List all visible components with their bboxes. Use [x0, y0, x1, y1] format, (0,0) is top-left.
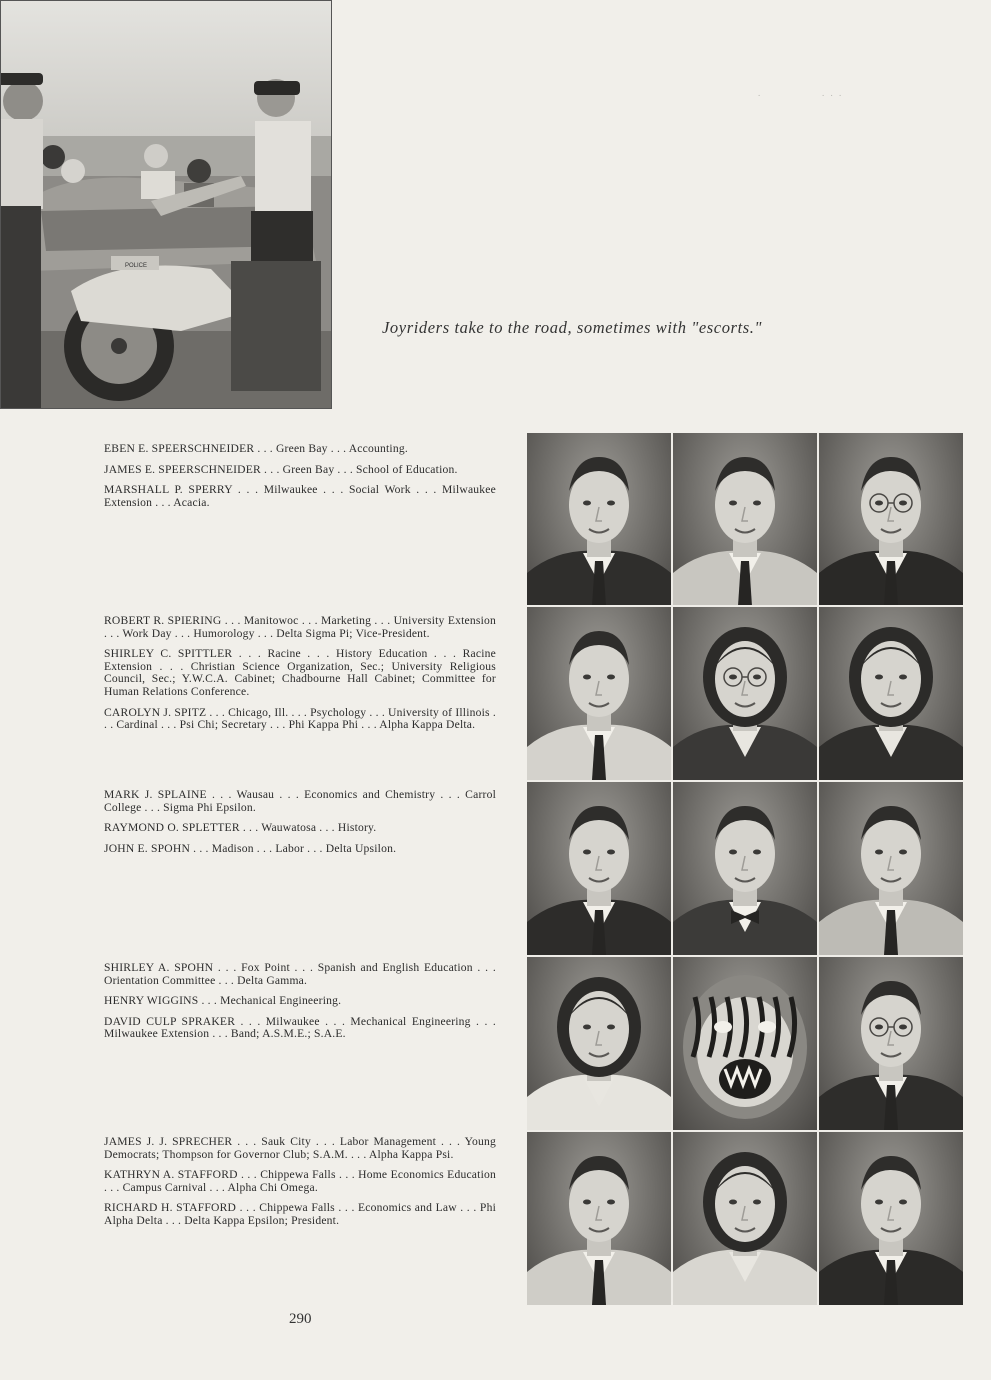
student-portrait	[819, 957, 963, 1130]
student-portrait	[527, 1132, 671, 1305]
tiger-mascot-image	[673, 957, 817, 1130]
student-entry: ROBERT R. SPIERING . . . Manitowoc . . . Marketing . . . University Extension . . . Work Day . . . Humorology . . . Delta Sigma Pi; Vice-President.	[104, 614, 496, 640]
student-entry: RICHARD H. STAFFORD . . . Chippewa Falls . . . Economics and Law . . . Phi Alpha Delta . . . Delta Kappa Epsilon; President.	[104, 1201, 496, 1227]
entry-group-4	[104, 962, 496, 1049]
paper-speck: .	[758, 88, 763, 98]
student-entry: KATHRYN A. STAFFORD . . . Chippewa Falls . . . Home Economics Education . . . Campus Carnival . . . Alpha Chi Omega.	[104, 1168, 496, 1194]
student-entry: HENRY WIGGINS . . . Mechanical Engineering.	[104, 994, 342, 1008]
student-portrait	[673, 433, 817, 605]
student-entry: DAVID CULP SPRAKER . . . Milwaukee . . . Mechanical Engineering . . . Milwaukee Extension . . . Band; A.S.M.E.; S.A.E.	[104, 1014, 496, 1041]
student-portrait	[673, 607, 817, 780]
student-portrait	[819, 433, 963, 605]
student-entry: CAROLYN J. SPITZ . . . Chicago, Ill. . . . Psychology . . . University of Illinois . . . Cardinal . . . Psi Chi; Secretary . . . Phi Kappa Phi . . . Alpha Kappa Delta.	[104, 705, 496, 732]
photo-caption: Joyriders take to the road, sometimes with "escorts."	[382, 318, 763, 337]
student-portrait	[527, 607, 671, 780]
entry-group-3	[104, 789, 496, 863]
student-portrait	[819, 1132, 963, 1305]
student-portrait	[527, 782, 671, 955]
student-entry: SHIRLEY C. SPITTLER . . . Racine . . . History Education . . . Racine Extension . . . Christian Science Organization, Sec.; University Religious Council, Sec.; Y.W.C.A. Cabinet; Chadbourne Hall Cabinet; Committee for Human Relations Conference.	[104, 647, 496, 698]
student-entry: JOHN E. SPOHN . . . Madison . . . Labor . . . Delta Upsilon.	[104, 841, 397, 855]
student-portrait	[527, 957, 671, 1130]
student-portrait	[673, 1132, 817, 1305]
student-portrait	[673, 782, 817, 955]
student-entry: MARSHALL P. SPERRY . . . Milwaukee . . . Social Work . . . Milwaukee Extension . . . Acacia.	[104, 483, 496, 509]
page-number: 290	[289, 1311, 312, 1327]
student-entry: EBEN E. SPEERSCHNEIDER . . . Green Bay . . . Accounting.	[104, 442, 408, 455]
entry-group-5	[104, 1136, 496, 1236]
portrait-grid	[527, 433, 960, 1302]
student-entry: RAYMOND O. SPLETTER . . . Wauwatosa . . . History.	[104, 821, 377, 835]
student-portrait	[527, 433, 671, 605]
paper-speck: . . .	[822, 88, 844, 98]
student-portrait	[819, 607, 963, 780]
student-entry: JAMES E. SPEERSCHNEIDER . . . Green Bay . . . School of Education.	[104, 462, 458, 476]
entry-group-1	[104, 443, 496, 517]
student-portrait	[819, 782, 963, 955]
student-entry: SHIRLEY A. SPOHN . . . Fox Point . . . Spanish and English Education . . . Orientation Committee . . . Delta Gamma.	[104, 961, 496, 987]
joyriders-photo	[0, 0, 332, 409]
joyriders-photo-art	[1, 1, 331, 408]
entry-group-2	[104, 615, 496, 740]
student-entry: JAMES J. J. SPRECHER . . . Sauk City . . . Labor Management . . . Young Democrats; Thompson for Governor Club; S.A.M. . . . Alpha Kappa Psi.	[104, 1135, 496, 1161]
police-plate: POLICE	[125, 263, 148, 269]
student-entry: MARK J. SPLAINE . . . Wausau . . . Economics and Chemistry . . . Carrol College . . . Sigma Phi Epsilon.	[104, 788, 496, 814]
